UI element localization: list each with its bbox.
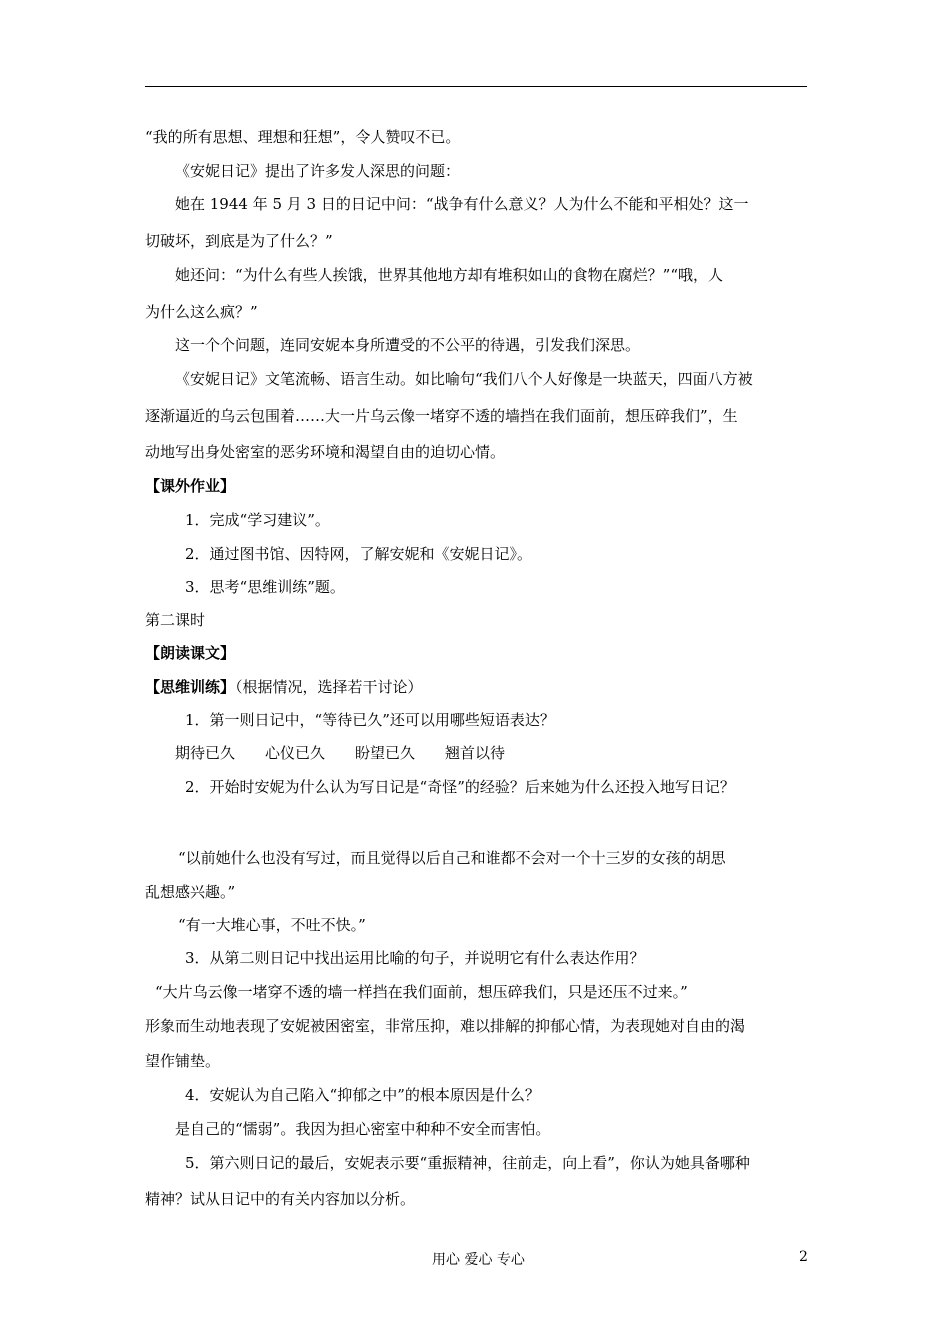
- text-line: 逐渐逼近的乌云包围着……大一片乌云像一堵穿不透的墙挡在我们面前，想压碎我们”，生: [145, 407, 738, 425]
- text-line: 这一个个问题，连同安妮本身所遭受的不公平的待遇，引发我们深思。: [175, 336, 641, 354]
- header-rule: [145, 86, 807, 87]
- text-line: 她还问：“为什么有些人挨饿，世界其他地方却有堆积如山的食物在腐烂？”“哦，人: [175, 266, 724, 284]
- question-item: 5．第六则日记的最后，安妮表示要“重振精神，往前走，向上看”，你认为她具备哪种: [185, 1154, 750, 1172]
- text-line: 是自己的“懦弱”。我因为担心密室中种种不安全而害怕。: [175, 1120, 551, 1138]
- question-item: 3．从第二则日记中找出运用比喻的句子，并说明它有什么表达作用？: [185, 949, 645, 967]
- footer-text: 用心 爱心 专心: [432, 1252, 525, 1268]
- text-line: “我的所有思想、理想和狂想”，令人赞叹不已。: [145, 128, 461, 146]
- text-line: 为什么这么疯？”: [145, 303, 258, 321]
- text-line: “有一大堆心事，不吐不快。”: [178, 916, 366, 934]
- section-heading: 第二课时: [145, 611, 206, 629]
- phrase-item: 心仪已久: [265, 744, 326, 762]
- text-line: 她在 1944 年 5 月 3 日的日记中问：“战争有什么意义？人为什么不能和平相处？这一: [175, 195, 749, 213]
- text-line: 乱想感兴趣。”: [145, 883, 236, 901]
- list-item: 1．完成“学习建议”。: [185, 511, 330, 529]
- text-line: “大片乌云像一堵穿不透的墙一样挡在我们面前，想压碎我们，只是还压不过来。”: [155, 983, 688, 1001]
- text-line: 《安妮日记》文笔流畅、语言生动。如比喻句“我们八个人好像是一块蓝天，四面八方被: [175, 370, 753, 388]
- question-item: 2．开始时安妮为什么认为写日记是“奇怪”的经验？后来她为什么还投入地写日记？: [185, 778, 735, 796]
- list-item: 3．思考“思维训练”题。: [185, 578, 345, 596]
- text-line: 望作铺垫。: [145, 1052, 221, 1070]
- text-line: 《安妮日记》提出了许多发人深思的问题：: [175, 162, 461, 180]
- question-item: 1．第一则日记中，“等待已久”还可以用哪些短语表达？: [185, 711, 555, 729]
- text-line: “以前她什么也没有写过，而且觉得以后自己和谁都不会对一个十三岁的女孩的胡思: [178, 849, 726, 867]
- phrase-list: [175, 743, 535, 763]
- text-line: 精神？试从日记中的有关内容加以分析。: [145, 1190, 416, 1208]
- text-line: 形象而生动地表现了安妮被困密室，非常压抑，难以排解的抑郁心情，为表现她对自由的渴: [145, 1017, 746, 1035]
- phrase-item: 盼望已久: [355, 744, 416, 762]
- phrase-item: 期待已久: [175, 744, 236, 762]
- page-number: 2: [799, 1249, 808, 1265]
- section-heading-line: [145, 677, 423, 697]
- section-heading: 【朗读课文】: [145, 644, 236, 662]
- question-item: 4．安妮认为自己陷入“抑郁之中”的根本原因是什么？: [185, 1086, 540, 1104]
- text-line: 动地写出身处密室的恶劣环境和渴望自由的迫切心情。: [145, 443, 506, 461]
- section-note: （根据情况，选择若干讨论）: [235, 678, 423, 696]
- list-item: 2．通过图书馆、因特网，了解安妮和《安妮日记》。: [185, 545, 533, 563]
- phrase-item: 翘首以待: [445, 744, 506, 762]
- text-line: 切破坏，到底是为了什么？”: [145, 232, 333, 250]
- section-heading: 【课外作业】: [145, 477, 236, 495]
- section-heading: 【思维训练】: [145, 678, 236, 696]
